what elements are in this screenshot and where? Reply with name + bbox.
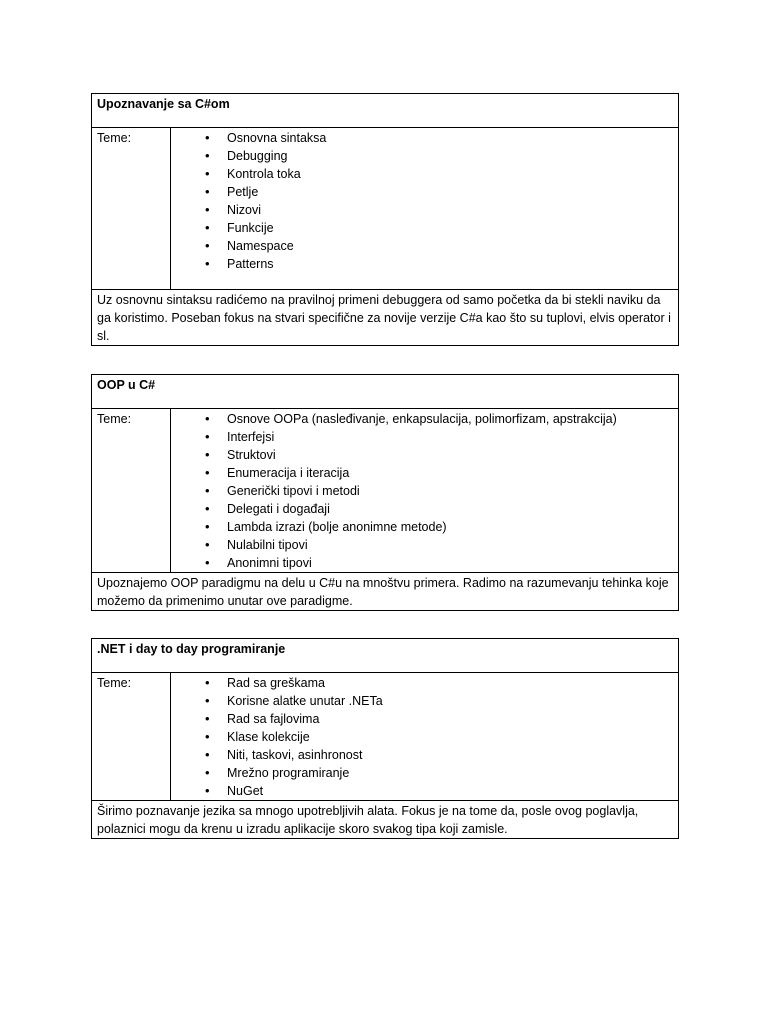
topics-list [176,129,673,273]
topic-item: • Interfejsi [176,428,673,446]
topics-label: Teme: [92,128,171,290]
topic-item: • Enumeracija i iteracija [176,464,673,482]
topic-item: • Delegati i događaji [176,500,673,518]
topic-item: • Patterns [176,255,673,273]
module-description: Širimo poznavanje jezika sa mnogo upotrebljivih alata. Fokus je na tome da, posle ovog poglavlja, polaznici mogu da krenu u izradu aplikacije skoro svakog tipa koji zamisle. [92,801,679,839]
topic-item: • Funkcije [176,219,673,237]
topic-item: • Niti, taskovi, asinhronost [176,746,673,764]
topic-item: • Kontrola toka [176,165,673,183]
module-table-dotnet [91,638,679,839]
topic-item: • Korisne alatke unutar .NETa [176,692,673,710]
topic-item: • Klase kolekcije [176,728,673,746]
module-table-oop [91,374,679,611]
topics-cell [171,673,679,801]
module-title: .NET i day to day programiranje [92,639,679,673]
topics-label: Teme: [92,409,171,573]
topic-item: • Petlje [176,183,673,201]
topic-item: • Lambda izrazi (bolje anonimne metode) [176,518,673,536]
module-description: Upoznajemo OOP paradigmu na delu u C#u na mnoštvu primera. Radimo na razumevanju tehinka koje možemo da primenimo unutar ove paradigme. [92,573,679,611]
topic-item: • Generički tipovi i metodi [176,482,673,500]
topic-item: • Struktovi [176,446,673,464]
topic-item: • Osnove OOPa (nasleđivanje, enkapsulacija, polimorfizam, apstrakcija) [176,410,673,428]
topics-cell [171,128,679,290]
topics-label: Teme: [92,673,171,801]
topic-item: • Nulabilni tipovi [176,536,673,554]
topics-cell [171,409,679,573]
topic-item: • NuGet [176,782,673,800]
module-title: Upoznavanje sa C#om [92,94,679,128]
topic-item: • Nizovi [176,201,673,219]
topics-list [176,410,673,572]
topic-item: • Mrežno programiranje [176,764,673,782]
module-table-csharp-intro [91,93,679,346]
topic-item: • Namespace [176,237,673,255]
topic-item: • Rad sa fajlovima [176,710,673,728]
topic-item: • Anonimni tipovi [176,554,673,572]
module-description: Uz osnovnu sintaksu radićemo na pravilnoj primeni debuggera od samo početka da bi stekli naviku da ga koristimo. Poseban fokus na stvari specifične za novije verzije C#a kao što su tuplovi, elvis operator i sl. [92,290,679,346]
module-title: OOP u C# [92,375,679,409]
topic-item: • Debugging [176,147,673,165]
topic-item: • Osnovna sintaksa [176,129,673,147]
topic-item: • Rad sa greškama [176,674,673,692]
topics-list [176,674,673,800]
